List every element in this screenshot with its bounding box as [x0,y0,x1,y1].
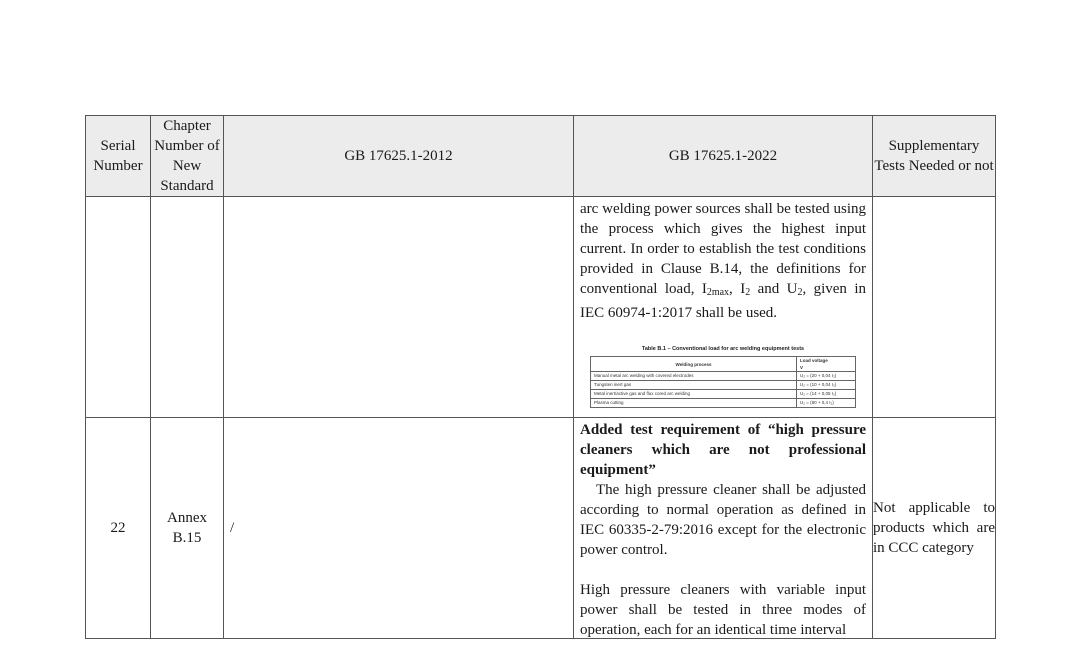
comparison-table [85,115,996,639]
header-serial: Serial Number [86,116,151,197]
header-chapter: Chapter Number of New Standard [151,116,224,197]
header-supplementary: Supplementary Tests Needed or not [873,116,996,197]
cell-chapter [151,197,224,418]
cell-new-text [574,418,873,639]
embedded-process: Plasma cutting [591,399,797,408]
cell-old-text: / [224,418,574,639]
requirement-paragraph: The high pressure cleaner shall be adjusted according to normal operation as defined in IEC 60335-2-79:2016 except for the electronic power control. [580,482,866,558]
cell-serial: 22 [86,418,151,639]
header-old-standard: GB 17625.1-2012 [224,116,574,197]
embedded-process: Manual metal arc welding with covered electrodes [591,372,797,381]
embedded-row [591,381,856,390]
header-new-standard: GB 17625.1-2022 [574,116,873,197]
cell-old-text [224,197,574,418]
embedded-col-process: Welding process [591,357,797,372]
table-row [86,197,996,418]
embedded-table-image [590,345,856,408]
embedded-voltage: U₂ = (20 + 0,04 I₂) [797,372,856,381]
embedded-voltage: U₂ = (80 + 0,4 I₂) [797,399,856,408]
requirement-heading: Added test requirement of “high pressure cleaners which are not professional equipment” [580,422,866,478]
welding-paragraph: arc welding power sources shall be tested using the process which gives the highest input current. In order to establish the test conditions provided in Clause B.14, the definitions for conventional load, $I_{2max}$, $I_2$ and $U_2$, given in IEC 60974-1:2017 shall be used. [580,201,866,321]
cell-supplementary [873,418,996,639]
embedded-process: Metal inert/active gas and flux cored arc welding [591,390,797,399]
embedded-col-voltage: Load voltage V [797,357,856,372]
embedded-table-title: Table B.1 – Conventional load for arc welding equipment tests [641,346,805,352]
embedded-row [591,390,856,399]
embedded-process: Tungsten inert gas [591,381,797,390]
embedded-row [591,372,856,381]
cell-new-text [574,197,873,418]
embedded-row [591,399,856,408]
table-row [86,418,996,639]
supplementary-note: Not applicable to products which are in CCC category [873,500,995,556]
embedded-voltage: U₂ = (10 + 0,04 I₂) [797,381,856,390]
header-row [86,116,996,197]
embedded-table [590,356,856,408]
embedded-voltage: U₂ = (14 + 0,05 I₂) [797,390,856,399]
requirement-paragraph: High pressure cleaners with variable input power shall be tested in three modes of operation, each for an identical time interval [580,582,866,637]
cell-serial [86,197,151,418]
cell-chapter: Annex B.15 [151,418,224,639]
cell-supplementary [873,197,996,418]
